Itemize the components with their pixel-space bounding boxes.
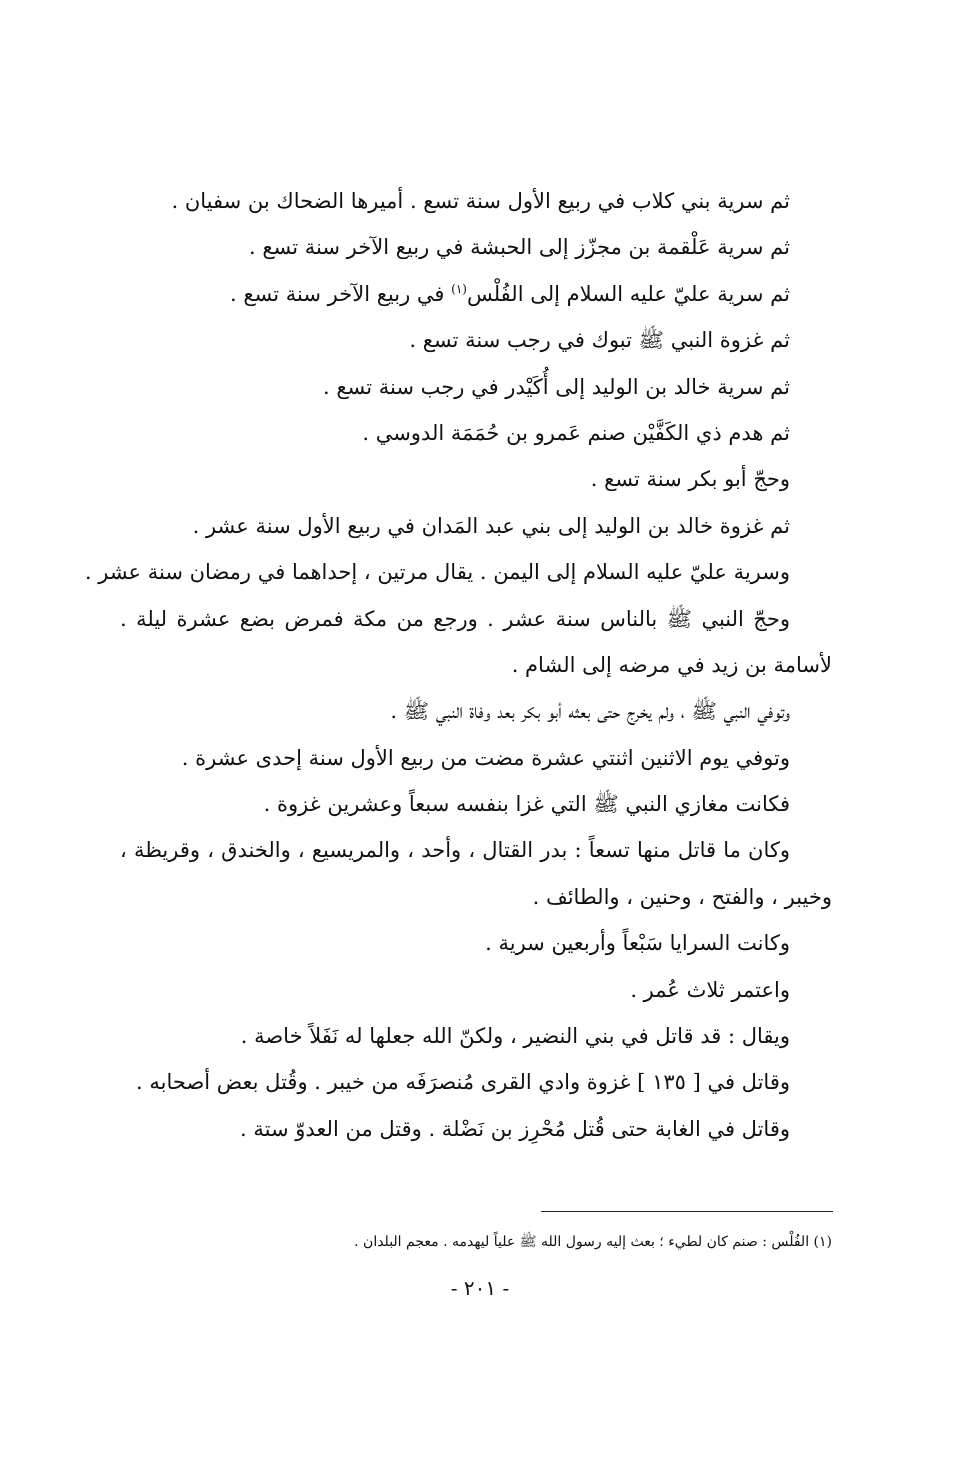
text-line: وقاتل في [ ١٣٥ ] غزوة وادي القرى مُنصرَفَه من خيبر . وقُتل بعض أصحابه .	[136, 1070, 790, 1095]
text-line: ثم سرية خالد بن الوليد إلى أُكَيْدر في رجب سنة تسع .	[323, 374, 790, 399]
text-line: وحجّ أبو بكر سنة تسع .	[590, 467, 790, 492]
text-line: وتوفي يوم الاثنين اثنتي عشرة مضت من ربيع الأول سنة إحدى عشرة .	[181, 745, 790, 770]
text-segment: في ربيع الآخر سنة تسع .	[230, 281, 452, 306]
text-line: وخيبر ، والفتح ، وحنين ، والطائف .	[532, 884, 832, 909]
main-text	[84, 178, 832, 1152]
text-segment: ثم سرية عليّ عليه السلام إلى الفُلْس	[466, 281, 790, 306]
text-line: وكان ما قاتل منها تسعاً : بدر القتال ، وأحد ، والمريسيع ، والخندق ، وقريظة ،	[120, 838, 790, 863]
text-line: وسرية عليّ عليه السلام إلى اليمن . يقال مرتين ، إحداهما في رمضان سنة عشر .	[84, 560, 790, 585]
text-line: وتوفي النبي ﷺ ، ولم يخرج حتى بعثه أبو بكر بعد وفاة النبي ﷺ .	[390, 699, 790, 724]
text-line: ويقال : قد قاتل في بني النضير ، ولكنّ الله جعلها له نَفَلاً خاصة .	[240, 1024, 790, 1049]
text-line: وقاتل في الغابة حتى قُتل مُحْرِز بن نَضْلة . وقتل من العدوّ ستة .	[240, 1116, 790, 1141]
text-line: ثم سرية بني كلاب في ربيع الأول سنة تسع . أميرها الضحاك بن سفيان .	[171, 189, 790, 213]
text-line: ثم سرية عَلْقمة بن مجزّز إلى الحبشة في ربيع الآخر سنة تسع .	[249, 235, 790, 260]
footnote-marker: (١)	[451, 281, 467, 296]
text-line: فكانت مغازي النبي ﷺ التي غزا بنفسه سبعاً وعشرين غزوة .	[263, 792, 790, 817]
text-line: وكانت السرايا سَبْعاً وأربعين سرية .	[485, 931, 790, 956]
text-line: لأسامة بن زيد في مرضه إلى الشام .	[511, 652, 832, 677]
text-line: وحجّ النبي ﷺ بالناس سنة عشر . ورجع من مكة فمرض بضع عشرة ليلة .	[120, 606, 790, 631]
footnote-divider	[541, 1211, 833, 1212]
text-line: واعتمر ثلاث عُمر .	[630, 977, 790, 1002]
text-line: ثم هدم ذي الكَفَّيْن صنم عَمرو بن حُمَمَة الدوسي .	[362, 420, 790, 445]
page-number: - ٢٠١ -	[450, 1276, 510, 1300]
text-line: ثم غزوة النبي ﷺ تبوك في رجب سنة تسع .	[409, 328, 790, 353]
text-line: ثم غزوة خالد بن الوليد إلى بني عبد المَدان في ربيع الأول سنة عشر .	[192, 513, 790, 538]
text-line	[120, 271, 832, 317]
footnote: (١) الفُلْس : صنم كان لطيء ؛ بعث إليه رسول الله ﷺ علياً ليهدمه . معجم البلدان .	[354, 1234, 832, 1250]
